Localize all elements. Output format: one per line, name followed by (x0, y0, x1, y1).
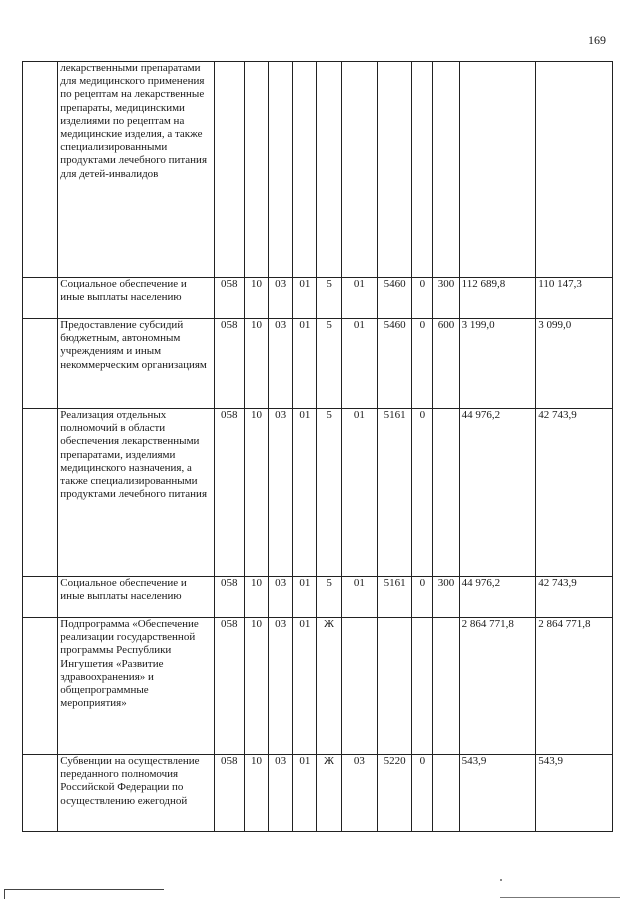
section-code: 10 (244, 319, 268, 409)
page-number: 169 (588, 33, 606, 47)
section-code: 10 (244, 618, 268, 755)
main-activity-code (341, 62, 377, 278)
amount-1: 3 199,0 (459, 319, 536, 409)
extra-code (412, 62, 433, 278)
expense-type-code (433, 755, 459, 832)
section-code: 10 (244, 278, 268, 319)
expense-type-code: 300 (433, 577, 459, 618)
subsection-code: 03 (269, 409, 293, 577)
amount-2: 543,9 (536, 755, 613, 832)
table-row (23, 409, 613, 577)
subprogram-code: Ж (317, 755, 341, 832)
subsection-code: 03 (269, 278, 293, 319)
extra-code: 0 (412, 577, 433, 618)
direction-code (377, 618, 411, 755)
direction-code: 5460 (377, 278, 411, 319)
ministry-code: 058 (214, 319, 244, 409)
subsection-code: 03 (269, 618, 293, 755)
row-index-cell (23, 755, 58, 832)
amount-1: 112 689,8 (459, 278, 536, 319)
main-activity-code: 03 (341, 755, 377, 832)
ministry-code: 058 (214, 755, 244, 832)
subprogram-code: 5 (317, 278, 341, 319)
footer-rule-right (500, 897, 620, 898)
extra-code: 0 (412, 278, 433, 319)
subsection-code: 03 (269, 577, 293, 618)
main-activity-code: 01 (341, 409, 377, 577)
subprogram-code: Ж (317, 618, 341, 755)
expense-type-code (433, 409, 459, 577)
table-row (23, 62, 613, 278)
row-index-cell (23, 278, 58, 319)
program-code: 01 (293, 577, 317, 618)
row-name: Социальное обеспечение и иные выплаты населению (58, 278, 214, 319)
main-activity-code: 01 (341, 319, 377, 409)
amount-1: 2 864 771,8 (459, 618, 536, 755)
extra-code (412, 618, 433, 755)
scan-speck (500, 879, 502, 881)
expense-type-code (433, 618, 459, 755)
row-index-cell (23, 409, 58, 577)
expense-type-code: 300 (433, 278, 459, 319)
row-name: Предоставление субсидий бюджетным, автономным учреждениям и иным некоммерческим организациям (58, 319, 214, 409)
amount-1: 44 976,2 (459, 577, 536, 618)
amount-2: 3 099,0 (536, 319, 613, 409)
amount-1: 543,9 (459, 755, 536, 832)
amount-2: 42 743,9 (536, 577, 613, 618)
amount-2: 110 147,3 (536, 278, 613, 319)
main-activity-code: 01 (341, 577, 377, 618)
direction-code: 5460 (377, 319, 411, 409)
footer-rule-left (4, 889, 164, 890)
program-code: 01 (293, 618, 317, 755)
main-activity-code: 01 (341, 278, 377, 319)
ministry-code: 058 (214, 278, 244, 319)
row-index-cell (23, 577, 58, 618)
subprogram-code: 5 (317, 319, 341, 409)
direction-code (377, 62, 411, 278)
table-row (23, 755, 613, 832)
amount-2: 2 864 771,8 (536, 618, 613, 755)
amount-2: 42 743,9 (536, 409, 613, 577)
footer-rule-left-tick (4, 889, 5, 899)
budget-table (22, 61, 613, 832)
section-code (244, 62, 268, 278)
ministry-code: 058 (214, 577, 244, 618)
subsection-code: 03 (269, 755, 293, 832)
extra-code: 0 (412, 319, 433, 409)
ministry-code: 058 (214, 618, 244, 755)
subprogram-code (317, 62, 341, 278)
subsection-code (269, 62, 293, 278)
table-row (23, 577, 613, 618)
row-name: лекарственными препаратами для медицинского применения по рецептам на лекарственные препараты, медицинскими изделиями по рецептам на медицинские изделия, а также специализированными продуктами лечебного питания для детей-инвалидов (58, 62, 214, 278)
table-row (23, 319, 613, 409)
subsection-code: 03 (269, 319, 293, 409)
program-code: 01 (293, 319, 317, 409)
row-name: Субвенции на осуществление переданного полномочия Российской Федерации по осуществлению ежегодной (58, 755, 214, 832)
table-row (23, 618, 613, 755)
row-name: Реализация отдельных полномочий в области обеспечения лекарственными препаратами, изделиями медицинского назначения, а также специализированными продуктами лечебного питания (58, 409, 214, 577)
subprogram-code: 5 (317, 409, 341, 577)
program-code: 01 (293, 409, 317, 577)
amount-2 (536, 62, 613, 278)
expense-type-code (433, 62, 459, 278)
program-code (293, 62, 317, 278)
main-activity-code (341, 618, 377, 755)
section-code: 10 (244, 577, 268, 618)
row-index-cell (23, 618, 58, 755)
amount-1: 44 976,2 (459, 409, 536, 577)
program-code: 01 (293, 755, 317, 832)
row-index-cell (23, 62, 58, 278)
direction-code: 5161 (377, 409, 411, 577)
row-name: Подпрограмма «Обеспечение реализации государственной программы Республики Ингушетия «Развитие здравоохранения» и общепрограммные мероприятия» (58, 618, 214, 755)
extra-code: 0 (412, 755, 433, 832)
ministry-code (214, 62, 244, 278)
amount-1 (459, 62, 536, 278)
direction-code: 5161 (377, 577, 411, 618)
section-code: 10 (244, 755, 268, 832)
subprogram-code: 5 (317, 577, 341, 618)
direction-code: 5220 (377, 755, 411, 832)
row-name: Социальное обеспечение и иные выплаты населению (58, 577, 214, 618)
extra-code: 0 (412, 409, 433, 577)
ministry-code: 058 (214, 409, 244, 577)
program-code: 01 (293, 278, 317, 319)
expense-type-code: 600 (433, 319, 459, 409)
table-row (23, 278, 613, 319)
row-index-cell (23, 319, 58, 409)
section-code: 10 (244, 409, 268, 577)
